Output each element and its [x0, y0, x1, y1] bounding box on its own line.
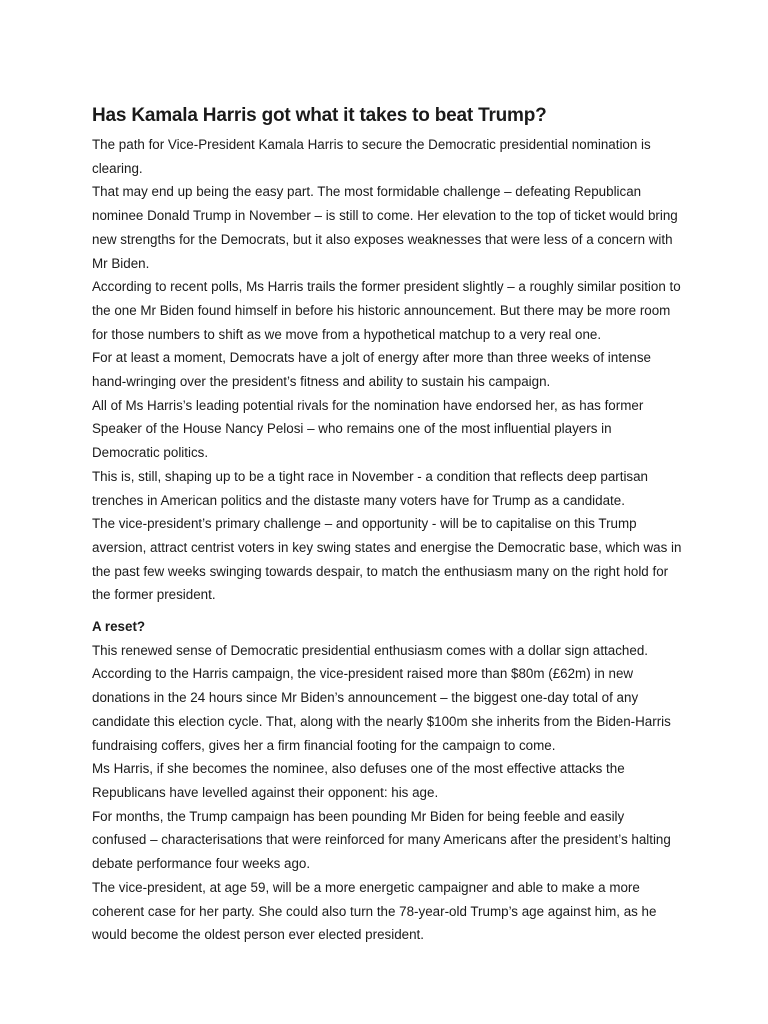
paragraph: For months, the Trump campaign has been pounding Mr Biden for being feeble and easily confused – characterisations that were reinforced for many Americans after the president’s halting debate performance four weeks ago.	[92, 808, 671, 872]
paragraph: According to the Harris campaign, the vice-president raised more than $80m (£62m) in new donations in the 24 hours since Mr Biden’s announcement – the biggest one-day total of any candidate this election cycle. That, along with the nearly $100m she inherits from the Biden-Harris fundraising coffers, gives her a firm financial footing for the campaign to come.	[92, 666, 671, 753]
paragraph: Ms Harris, if she becomes the nominee, also defuses one of the most effective attacks the Republicans have levelled against their opponent: his age.	[92, 761, 625, 800]
article-title: Has Kamala Harris got what it takes to beat Trump?	[92, 105, 547, 126]
paragraph: According to recent polls, Ms Harris trails the former president slightly – a roughly similar position to the one Mr Biden found himself in before his historic announcement. But there may be more room for those numbers to shift as we move from a hypothetical matchup to a very real one.	[92, 279, 681, 342]
document-page	[92, 104, 682, 947]
paragraph: All of Ms Harris’s leading potential rivals for the nomination have endorsed her, as has former Speaker of the House Nancy Pelosi – who remains one of the most influential players in Democratic politics.	[92, 397, 644, 461]
paragraph: This renewed sense of Democratic presidential enthusiasm comes with a dollar sign attached.	[92, 642, 648, 658]
paragraph: That may end up being the easy part. The most formidable challenge – defeating Republican nominee Donald Trump in November – is still to come. Her elevation to the top of ticket would bring new strengths for the Democrats, but it also exposes weaknesses that were less of a concern with Mr Biden.	[92, 184, 678, 271]
paragraph: The path for Vice-President Kamala Harris to secure the Democratic presidential nomination is clearing.	[92, 137, 651, 176]
paragraph: For at least a moment, Democrats have a jolt of energy after more than three weeks of intense hand-wringing over the president’s fitness and ability to sustain his campaign.	[92, 350, 651, 390]
paragraph: The vice-president’s primary challenge – and opportunity - will be to capitalise on this Trump aversion, attract centrist voters in key swing states and energise the Democratic base, which was in the past few weeks swinging towards despair, to match the enthusiasm many on the right hold for the former president.	[92, 516, 682, 603]
paragraph: The vice-president, at age 59, will be a more energetic campaigner and able to make a more coherent case for her party. She could also turn the 78-year-old Trump’s age against him, as he would become the oldest person ever elected president.	[92, 879, 657, 943]
paragraph: This is, still, shaping up to be a tight race in November - a condition that reflects deep partisan trenches in American politics and the distaste many voters have for Trump as a candidate.	[92, 468, 649, 508]
section-heading: A reset?	[92, 619, 146, 635]
